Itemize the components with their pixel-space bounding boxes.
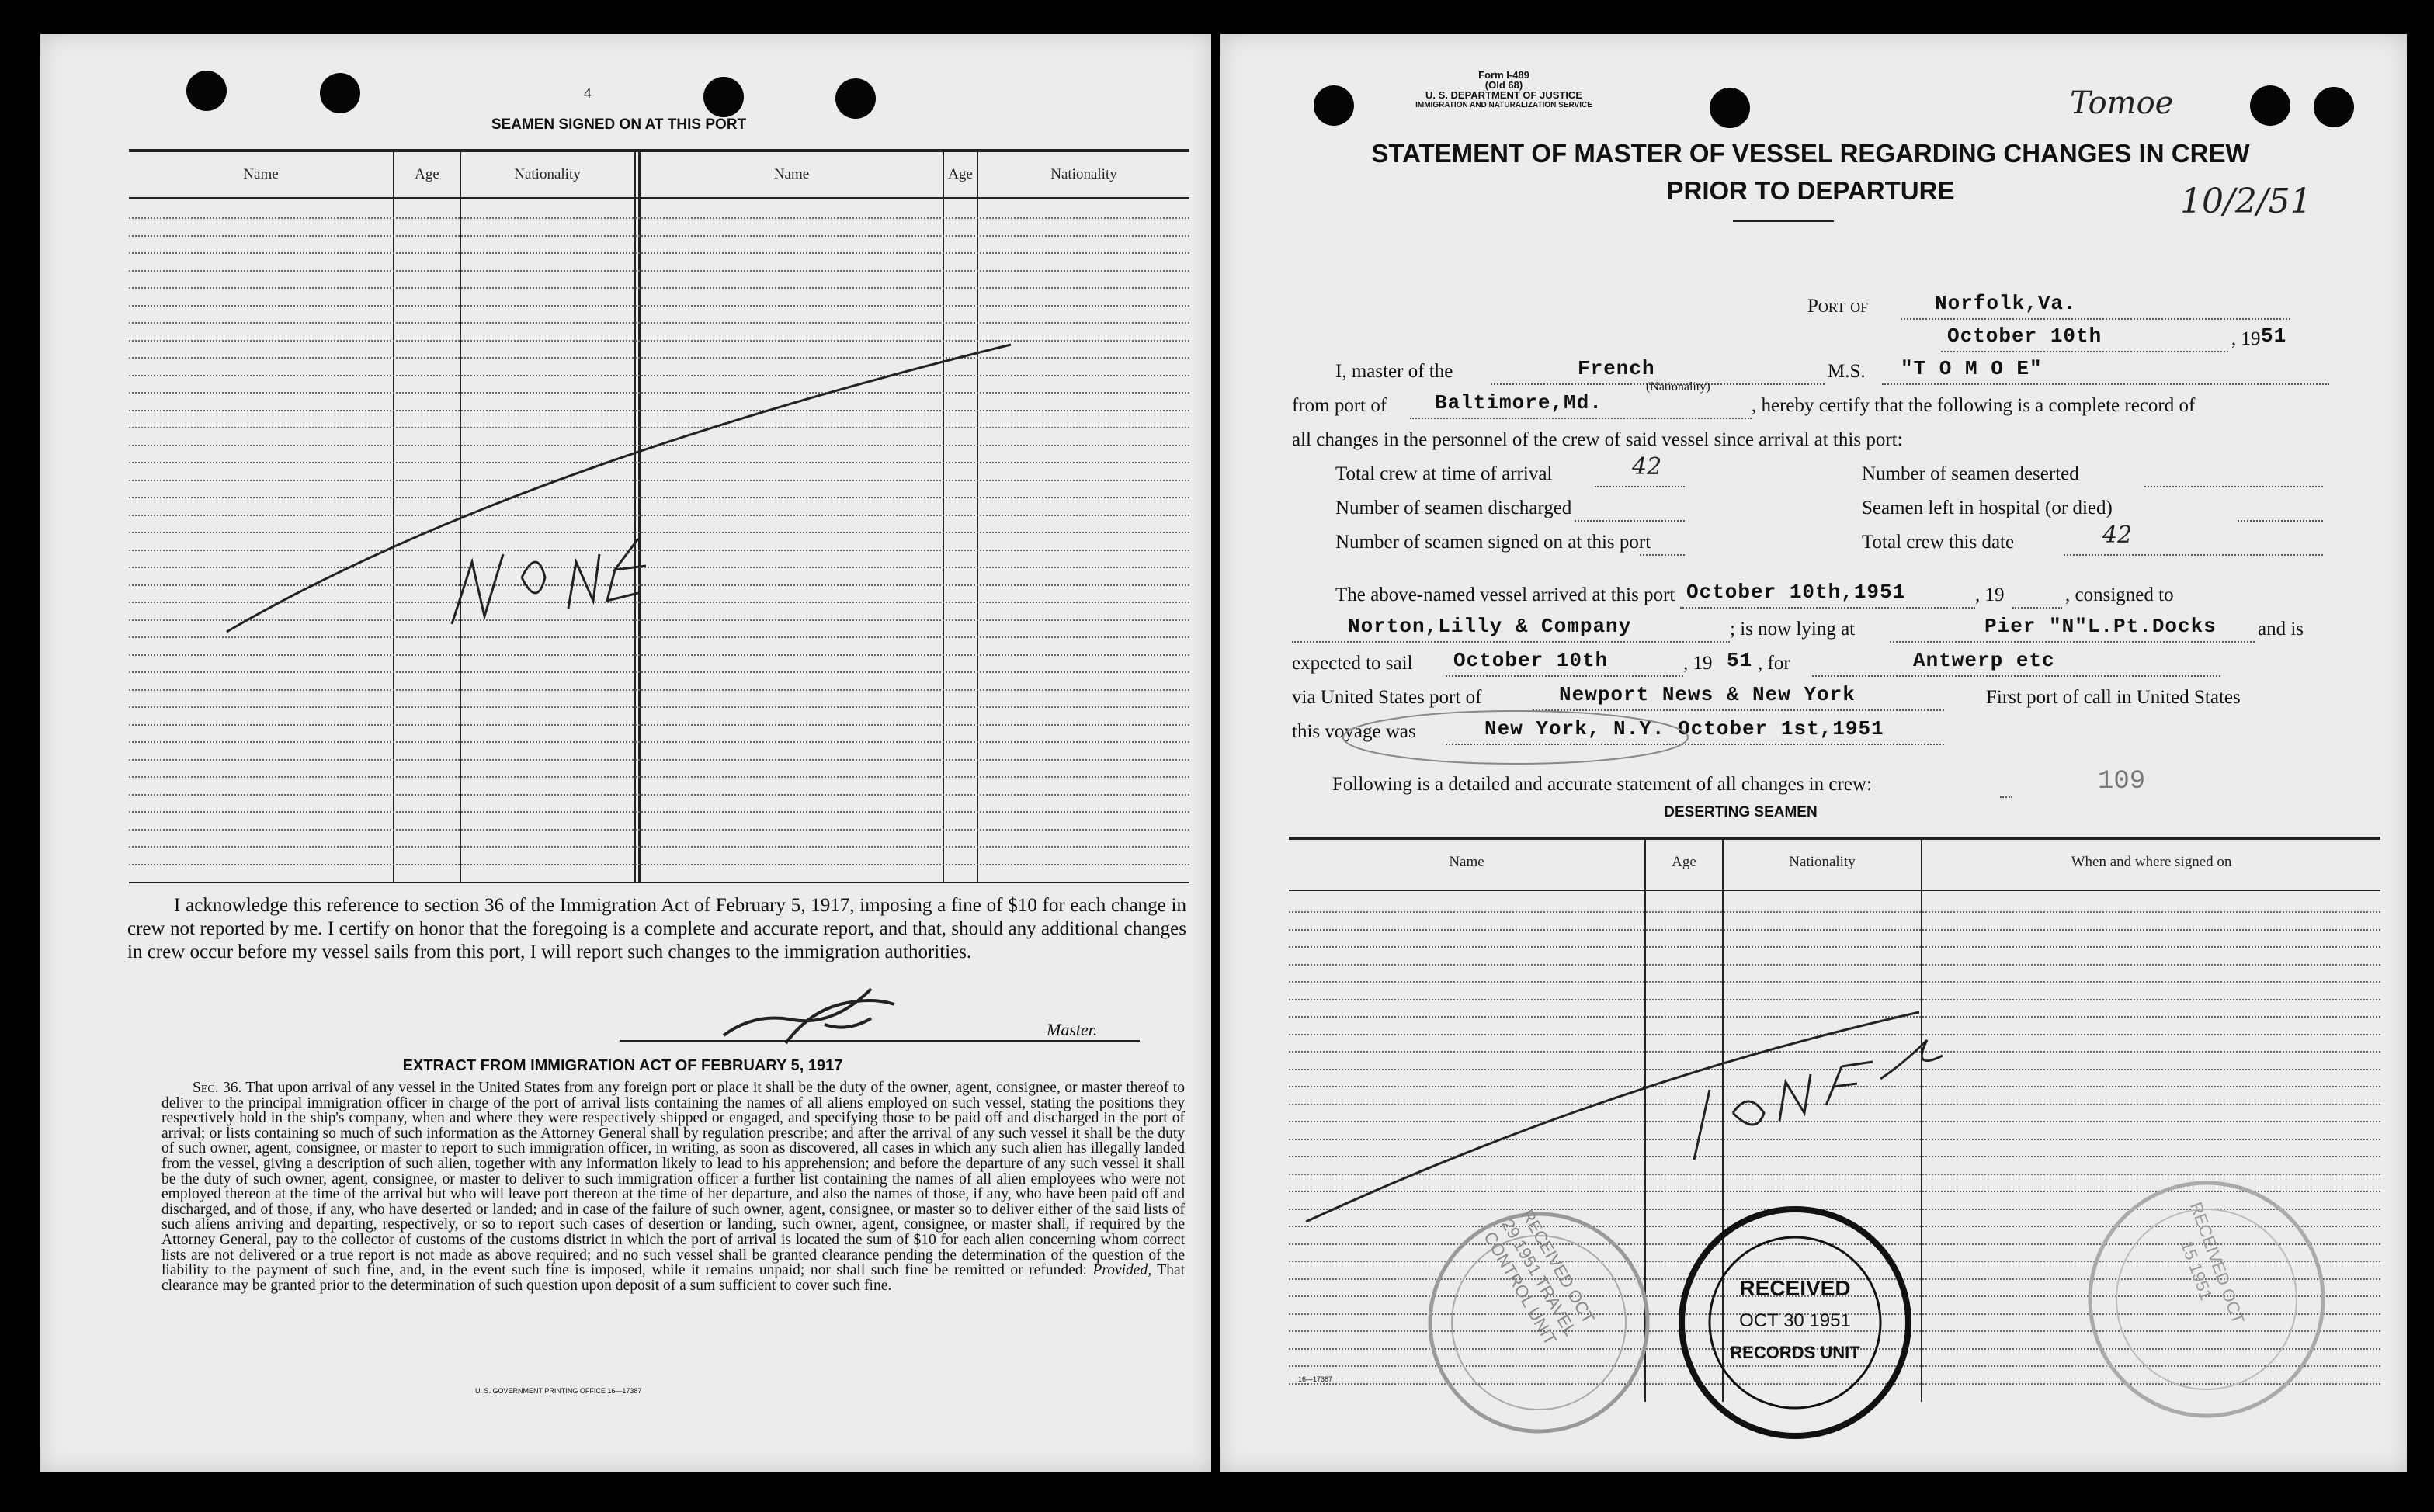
- desert-header-age: Age: [1672, 854, 1696, 870]
- col-header-nationality: Nationality: [514, 166, 581, 182]
- date-value: October 10th: [1947, 324, 2102, 348]
- from-port-value: Baltimore,Md.: [1435, 391, 1602, 414]
- extract-lead: Sec. 36.: [193, 1080, 242, 1096]
- form-code: 16—17387: [1298, 1375, 1333, 1383]
- col-header-name: Name: [243, 166, 279, 182]
- lying-label: ; is now lying at: [1730, 619, 1856, 640]
- arrived-year-prefix: , 19: [1975, 584, 2005, 605]
- master-label: Master.: [1047, 1020, 1098, 1039]
- vessel-prefix: M.S.: [1828, 361, 1866, 382]
- consigned-label: , consigned to: [2065, 584, 2174, 605]
- expected-value: October 10th: [1453, 649, 1609, 672]
- title-line-1: STATEMENT OF MASTER OF VESSEL REGARDING CHANGES IN CREW: [1371, 139, 2250, 168]
- expected-label: expected to sail: [1292, 653, 1413, 674]
- nationality-caption: (Nationality): [1646, 380, 1710, 394]
- stamp-center-line-1: RECEIVED: [1739, 1276, 1851, 1300]
- form-old: (Old 68): [1484, 79, 1523, 91]
- acknowledgement-text: I acknowledge this reference to section 36 of the Immigration Act of February 5, 1917, imposing a fine of $10 for each change in crew not reported by me. I certify on honor that the foregoing is a complete and accurate report, and that, should any additional changes in crew occur before my vessel sails from this port, I will report such changes to the immigration authorities.: [127, 895, 1186, 962]
- year-prefix-text: 19: [2241, 328, 2261, 349]
- extract-body: [161, 1080, 1185, 1293]
- arrived-label: The above-named vessel arrived at this port: [1335, 584, 1675, 605]
- certify-text: , hereby certify that the following is a complete record of: [1752, 395, 2196, 416]
- col-header-nationality: Nationality: [1050, 166, 1117, 182]
- right-page: [1220, 34, 2407, 1472]
- vessel-value: "T O M O E": [1901, 357, 2043, 380]
- page-number: 4: [584, 85, 592, 102]
- voyage-label: this voyage was: [1292, 721, 1416, 742]
- and-is-label: and is: [2258, 619, 2304, 640]
- section-title: SEAMEN SIGNED ON AT THIS PORT: [491, 116, 747, 133]
- expected-year-value: 51: [1727, 649, 1753, 672]
- printing-office: U. S. GOVERNMENT PRINTING OFFICE 16—17387: [475, 1387, 642, 1395]
- stamp-right: RECEIVED OCT 15 1951: [2176, 1199, 2248, 1326]
- for-value: Antwerp etc: [1913, 649, 2055, 672]
- signed-on-label: Number of seamen signed on at this port: [1335, 532, 1651, 553]
- consignee-value: Norton,Lilly & Company: [1348, 615, 1632, 638]
- total-crew-date-label: Total crew this date: [1862, 532, 2015, 553]
- col-header-name: Name: [773, 166, 810, 182]
- for-label: , for: [1758, 653, 1790, 674]
- total-crew-arrival-value: 42: [1632, 453, 1662, 480]
- discharged-label: Number of seamen discharged: [1335, 498, 1572, 518]
- stamp-number: 109: [2098, 767, 2146, 796]
- nationality-value: French: [1578, 357, 1655, 380]
- col-header-age: Age: [948, 166, 973, 182]
- extract-proviso: Provided,: [1092, 1262, 1152, 1279]
- lying-value: Pier "N"L.Pt.Docks: [1984, 615, 2217, 638]
- stamps-graphic: [1220, 34, 2407, 1472]
- desert-header-nationality: Nationality: [1789, 854, 1856, 870]
- master-of-label: I, master of the: [1335, 361, 1453, 382]
- port-value: Norfolk,Va.: [1935, 292, 2077, 315]
- year-value: 51: [2261, 324, 2287, 348]
- arrived-value: October 10th,1951: [1686, 581, 1906, 604]
- voyage-value: New York, N.Y. October 1st,1951: [1484, 717, 1884, 740]
- via-label: via United States port of: [1292, 687, 1482, 708]
- stamp-center: [1717, 1276, 1873, 1363]
- form-number: Form I-489: [1478, 69, 1529, 81]
- deserted-label: Number of seamen deserted: [1862, 463, 2079, 484]
- handwritten-vessel-name: Tomoe: [2070, 85, 2174, 121]
- stamp-center-line-3: RECORDS UNIT: [1730, 1343, 1860, 1362]
- col-header-age: Age: [415, 166, 439, 182]
- extract-text: That upon arrival of any vessel in the United States from any foreign port or place it shall be the duty of the owner, agent, consignee, or master thereof to deliver to the principal immigration officer in charge of the port of arrival lists containing the names of all aliens employed on such vessel, stating the positions they respectively hold in the ship's company, when and where they were respectively shipped or engaged, and specifying those to be paid off and discharged in the port of arrival; or lists containing so much of such information as the Attorney General shall by regulation prescribe; and after the arrival of any such vessel it shall be the duty of such owner, agent, consignee, or master to report to such immigration officer, in writing, as soon as discovered, all cases in which any such alien has illegally landed from the vessel, giving a description of such alien, together with any information likely to lead to his apprehension; and before the departure of any such vessel it shall be the duty of such owner, agent, consignee, or master to deliver to such immigration officer a further list containing the names of all alien employees who were not employed thereon at the time of the arrival but who will leave port thereon at the time of her departure, and also the names of those, if any, who have been paid off and discharged, and of those, if any, who have deserted or landed; and in case of the failure of such owner, agent, consignee, or master so to deliver either of the said lists of such aliens arriving and departing, respectively, or so to report such cases of desertion or landing, such owner, agent, consignee, or master shall, if required by the Attorney General, pay to the collector of customs of the customs district in which the port of arrival is located the sum of $10 for each alien concerning whom correct lists are not delivered or a true report is not made as above required; and no such vessel shall be granted clearance pending the determination of the question of the liability to the payment of such fine, and, in the event such fine is imposed, while it remains unpaid; nor shall such fine be remitted or refunded:: [161, 1080, 1185, 1279]
- desert-header-name: Name: [1449, 854, 1484, 870]
- expected-year-prefix: , 19: [1683, 653, 1713, 674]
- deserting-title: DESERTING SEAMEN: [1664, 804, 1818, 820]
- desert-header-when-where: When and where signed on: [2071, 854, 2232, 870]
- all-changes-text: all changes in the personnel of the crew of said vessel since arrival at this port:: [1292, 429, 1903, 450]
- service: IMMIGRATION AND NATURALIZATION SERVICE: [1415, 101, 1592, 109]
- year-prefix: , 19: [2231, 328, 2261, 349]
- following-text: Following is a detailed and accurate statement of all changes in crew:: [1332, 774, 1872, 795]
- hospital-label: Seamen left in hospital (or died): [1862, 498, 2113, 518]
- extract-title: EXTRACT FROM IMMIGRATION ACT OF FEBRUARY 5, 1917: [402, 1057, 843, 1074]
- via-value: Newport News & New York: [1559, 683, 1856, 706]
- handwritten-date: 10/2/51: [2180, 182, 2312, 221]
- extract-end: That clearance may be granted prior to the determination of such question upon deposit of a sum sufficient to cover such fine.: [161, 1262, 1186, 1294]
- from-port-label: from port of: [1292, 395, 1387, 416]
- port-label: Port of: [1807, 296, 1869, 317]
- total-crew-date-value: 42: [2102, 522, 2133, 549]
- title-line-2: PRIOR TO DEPARTURE: [1666, 176, 1955, 205]
- left-page: [40, 34, 1211, 1472]
- total-crew-arrival-label: Total crew at time of arrival: [1335, 463, 1553, 484]
- first-port-label: First port of call in United States: [1986, 687, 2241, 708]
- stamp-center-line-2: OCT 30 1951: [1739, 1310, 1851, 1331]
- department: U. S. DEPARTMENT OF JUSTICE: [1425, 89, 1582, 101]
- stamp-left: RECEIVED OCT 29 1951 TRAVEL CONTROL UNIT: [1480, 1206, 1599, 1349]
